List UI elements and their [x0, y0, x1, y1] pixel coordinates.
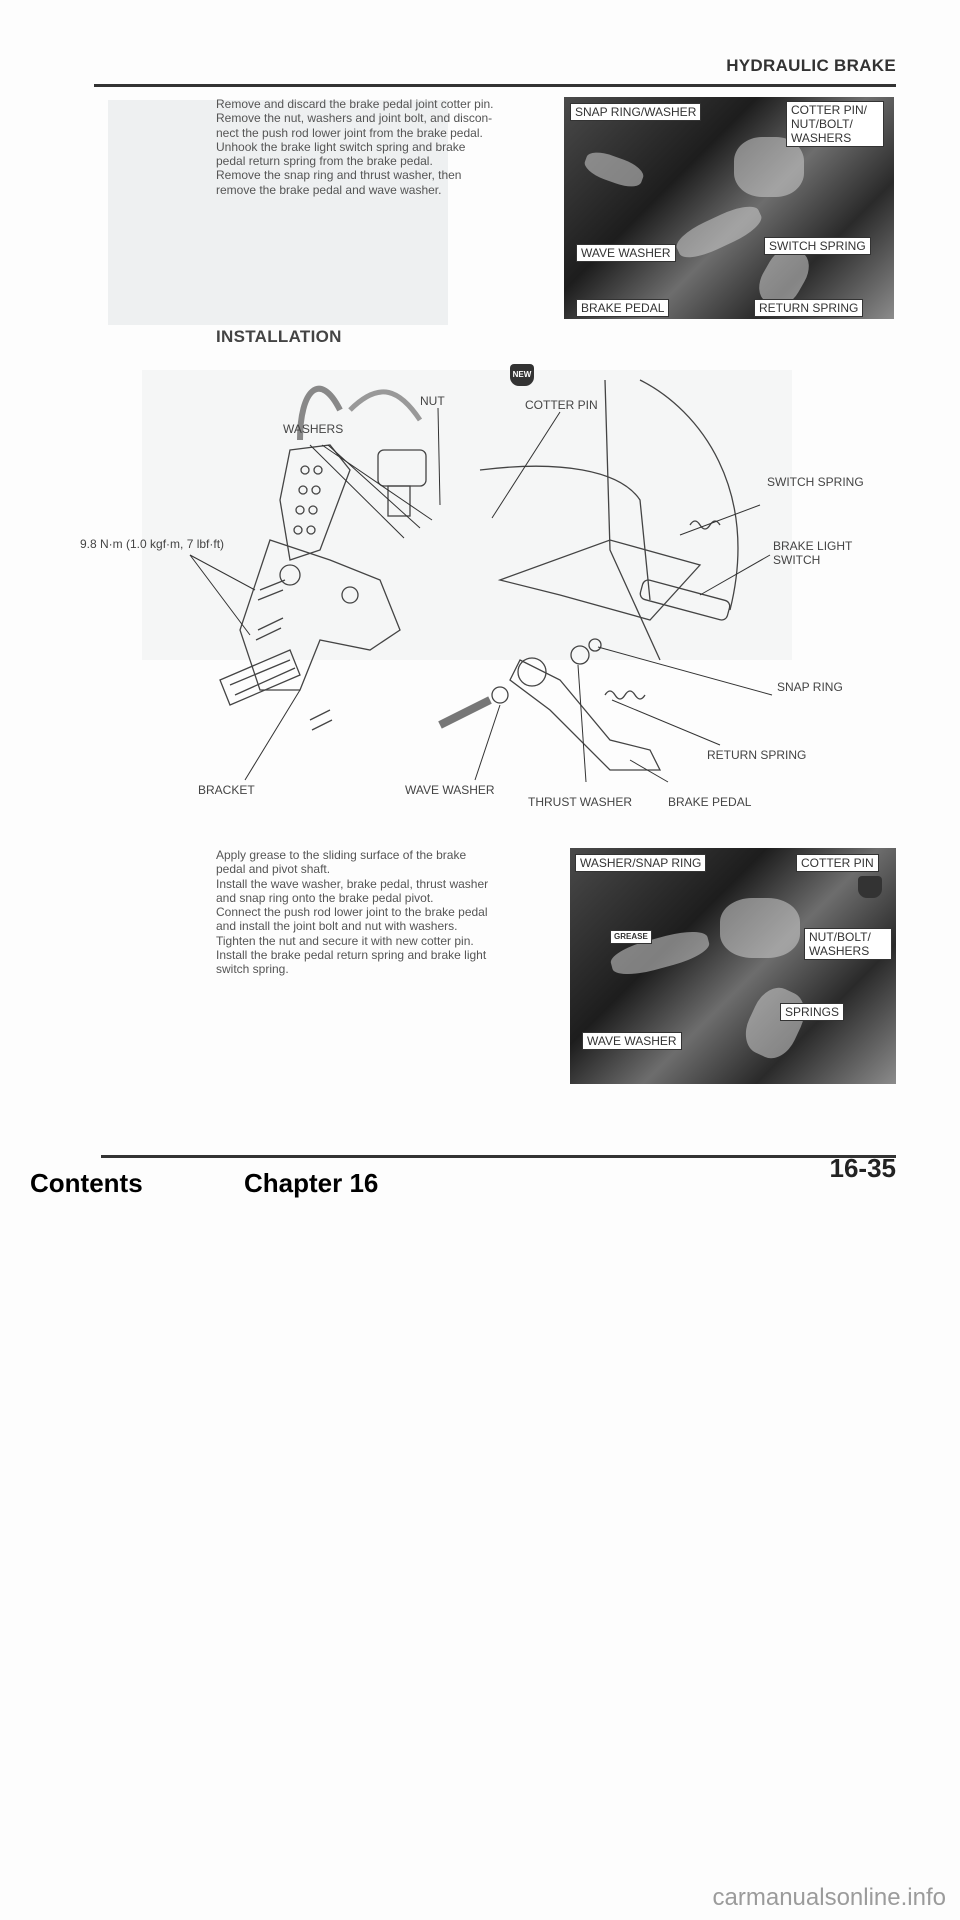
diagram-label-snap-ring: SNAP RING	[777, 680, 843, 694]
diagram-label-thrust-washer: THRUST WASHER	[528, 795, 633, 809]
text-line: nect the push rod lower joint from the brake pedal.	[216, 125, 483, 140]
chapter-link[interactable]: Chapter 16	[244, 1168, 379, 1198]
photo-label-cotter-pin: COTTER PIN	[796, 854, 879, 872]
frame-outline	[640, 380, 738, 610]
diagram-label-bracket: BRACKET	[198, 783, 255, 797]
torque-spec: 9.8 N·m (1.0 kgf·m, 7 lbf·ft)	[80, 537, 225, 551]
installation-photo	[570, 848, 896, 1084]
pivot-pin	[440, 700, 490, 725]
photo-label-wave-washer: WAVE WASHER	[576, 244, 676, 262]
text-line: Connect the push rod lower joint to the brake pedal	[216, 905, 488, 920]
footpeg	[220, 650, 300, 705]
text-line: Remove and discard the brake pedal joint cotter pin.	[216, 97, 494, 111]
text-line: Remove the snap ring and thrust washer, then	[216, 168, 462, 183]
bolt	[258, 580, 285, 600]
text-line: Tighten the nut and secure it with new cotter pin.	[216, 933, 474, 948]
exploded-view-drawing	[0, 350, 960, 810]
brake-pedal-shape	[510, 660, 660, 770]
installation-diagram	[0, 350, 960, 810]
text-line: Install the wave washer, brake pedal, thrust washer	[216, 876, 489, 891]
removal-photo	[564, 97, 894, 319]
text-line: Apply grease to the sliding surface of the brake	[216, 848, 467, 862]
new-part-icon: NEW	[510, 364, 534, 386]
header-divider	[94, 84, 896, 87]
diagram-label-nut: NUT	[420, 394, 445, 408]
contents-link[interactable]: Contents	[30, 1168, 143, 1198]
watermark: carmanualsonline.info	[712, 1884, 946, 1911]
text-line: and install the joint bolt and nut with washers.	[216, 919, 458, 934]
frame-outline	[500, 540, 700, 620]
photo-label-brake-pedal: BRAKE PEDAL	[576, 299, 669, 317]
text-line: pedal and pivot shaft.	[216, 862, 331, 877]
hose	[350, 392, 420, 420]
photo-label-washer-snap-ring: WASHER/SNAP RING	[575, 854, 706, 872]
thrust-washer-part	[571, 646, 589, 664]
text-line: Remove the nut, washers and joint bolt, and discon-	[216, 111, 493, 126]
return-spring-part	[605, 691, 645, 699]
bracket-shape	[240, 540, 400, 690]
photo-label-cotter-pin-nut-bolt-washers: COTTER PIN/ NUT/BOLT/ WASHERS	[786, 101, 884, 147]
photo-label-springs: SPRINGS	[780, 1003, 844, 1021]
diagram-label-brake-light-switch: BRAKE LIGHT SWITCH	[773, 539, 853, 567]
page-number: 16-35	[829, 1153, 896, 1183]
master-cylinder	[378, 450, 426, 486]
heel-guard	[280, 445, 350, 560]
frame-outline	[480, 466, 650, 600]
diagram-label-return-spring: RETURN SPRING	[707, 748, 807, 762]
text-line: switch spring.	[216, 962, 289, 977]
wave-washer-part	[492, 687, 508, 703]
text-line: pedal return spring from the brake pedal.	[216, 154, 433, 169]
photo-label-wave-washer: WAVE WASHER	[582, 1032, 682, 1050]
bolt	[310, 710, 332, 730]
removal-instructions	[216, 97, 561, 197]
photo-label-switch-spring: SWITCH SPRING	[764, 237, 871, 255]
master-cylinder	[388, 486, 410, 516]
photo-label-return-spring: RETURN SPRING	[754, 299, 863, 317]
snap-ring-part	[589, 639, 601, 651]
text-line: Install the brake pedal return spring and brake light	[216, 948, 487, 963]
installation-instructions	[216, 848, 566, 977]
footer-divider	[101, 1155, 896, 1158]
diagram-label-cotter-pin: COTTER PIN	[525, 398, 598, 412]
photo-label-nut-bolt-washers: NUT/BOLT/ WASHERS	[804, 928, 892, 960]
diagram-label-switch-spring: SWITCH SPRING	[767, 475, 864, 489]
text-line: Unhook the brake light switch spring and brake	[216, 139, 466, 154]
diagram-label-brake-pedal: BRAKE PEDAL	[668, 795, 752, 809]
photo-label-snap-ring-washer: SNAP RING/WASHER	[570, 103, 701, 121]
diagram-label-wave-washer: WAVE WASHER	[405, 783, 495, 797]
diagram-label-washers: WASHERS	[283, 422, 344, 436]
new-part-icon	[858, 876, 882, 898]
bolt	[256, 618, 283, 640]
text-line: remove the brake pedal and wave washer.	[216, 182, 442, 197]
installation-heading: INSTALLATION	[216, 327, 342, 346]
section-title: HYDRAULIC BRAKE	[726, 56, 896, 75]
grease-icon: GREASE	[610, 930, 652, 944]
text-line: and snap ring onto the brake pedal pivot.	[216, 890, 434, 905]
